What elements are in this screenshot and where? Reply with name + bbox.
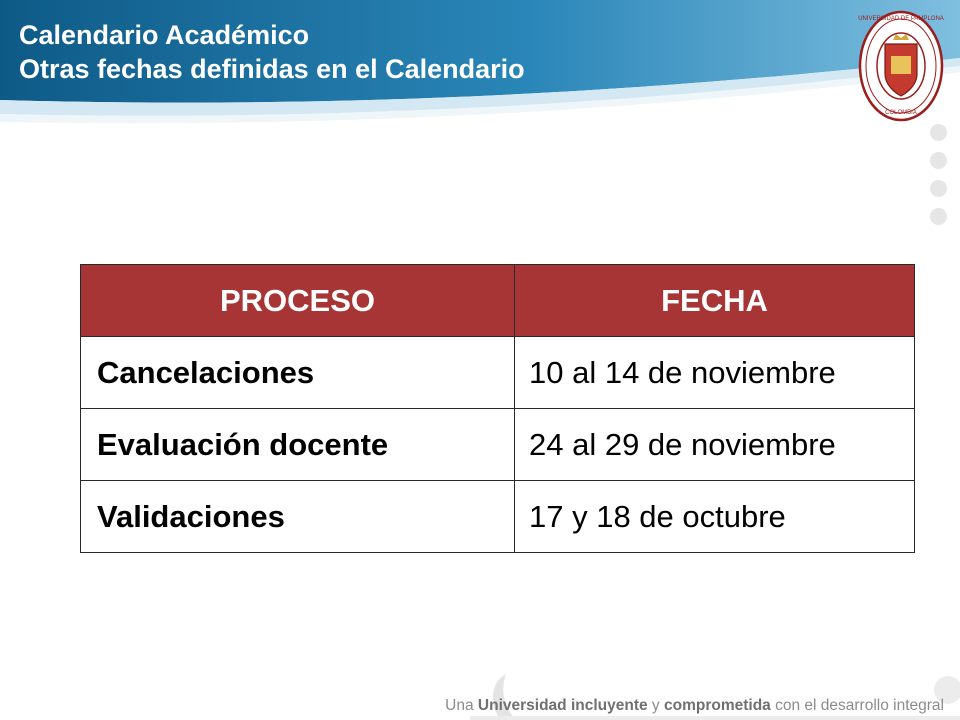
table-row	[81, 337, 915, 409]
title-line-1: Calendario Académico	[19, 20, 310, 50]
seal-text-bottom: COLOMBIA	[885, 110, 917, 116]
tagline-bold: Universidad incluyente	[477, 697, 648, 714]
cell-proceso: Validaciones	[81, 481, 515, 553]
table-row	[81, 409, 915, 481]
decorative-dot	[930, 124, 947, 141]
slide-title	[19, 18, 525, 86]
tagline-part: Una	[445, 697, 478, 714]
tagline-part: y	[647, 697, 664, 714]
footer-tagline	[445, 697, 944, 715]
cell-fecha: 24 al 29 de noviembre	[515, 409, 915, 481]
cell-proceso: Cancelaciones	[81, 337, 515, 409]
header-fecha: FECHA	[515, 265, 915, 337]
cell-fecha: 17 y 18 de octubre	[515, 481, 915, 553]
tagline-part: con el desarrollo integral	[770, 697, 944, 714]
table-header-row	[81, 265, 915, 337]
cell-fecha: 10 al 14 de noviembre	[515, 337, 915, 409]
decorative-dot	[930, 180, 947, 197]
tagline-bold: comprometida	[664, 697, 771, 714]
title-line-2: Otras fechas definidas en el Calendario	[19, 54, 525, 84]
header-proceso: PROCESO	[81, 265, 515, 337]
decorative-dots	[930, 124, 950, 236]
seal-text-top: UNIVERSIDAD DE PAMPLONA	[858, 16, 944, 22]
table-row	[81, 481, 915, 553]
cell-proceso: Evaluación docente	[81, 409, 515, 481]
university-seal-logo	[858, 10, 944, 122]
decorative-dot	[930, 152, 947, 169]
dates-table	[80, 264, 915, 553]
decorative-dot	[930, 208, 947, 225]
